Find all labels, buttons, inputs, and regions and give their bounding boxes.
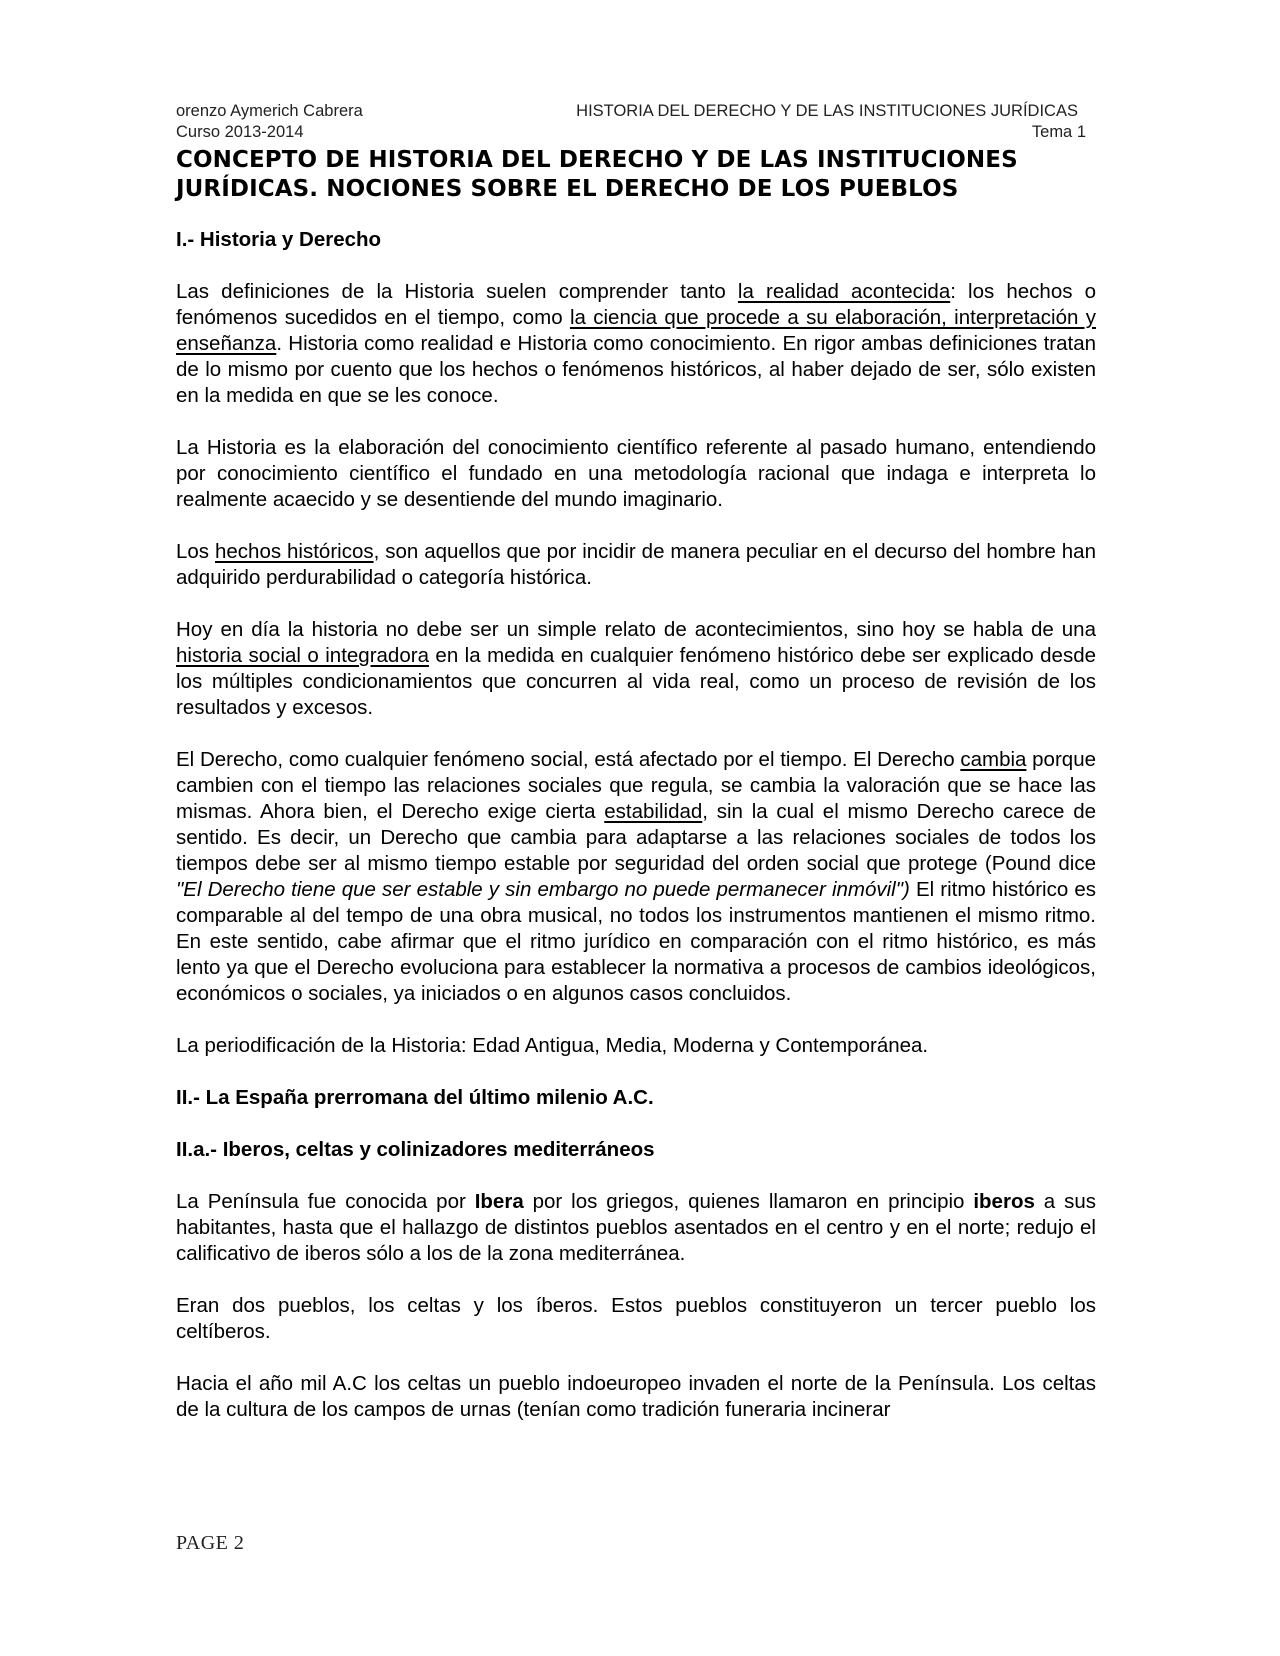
paragraph-hechos-historicos: [176, 539, 1096, 591]
section-heading-historia-derecho: I.- Historia y Derecho: [176, 228, 382, 251]
header-author: orenzo Aymerich Cabrera: [176, 102, 363, 120]
page-header: [176, 101, 1086, 143]
document-title: [176, 146, 1096, 204]
title-line-2: JURÍDICAS. NOCIONES SOBRE EL DERECHO DE LOS PUEBLOS: [176, 176, 959, 202]
text-span: a sus habitantes, hasta que el hallazgo de distintos pueblos asentados en el centro y en el norte; redujo el calificativo de iberos sólo a los de la zona mediterránea.: [176, 1190, 1096, 1265]
underlined-text: la realidad acontecida: [737, 280, 951, 303]
header-year: Curso 2013-2014: [176, 123, 304, 141]
bold-text: Ibera: [474, 1190, 524, 1213]
paragraph-periodificacion: La periodificación de la Historia: Edad Antigua, Media, Moderna y Contemporánea.: [176, 1034, 929, 1057]
page-number-footer: PAGE 2: [176, 1532, 245, 1554]
header-topic: Tema 1: [1031, 123, 1086, 141]
text-span: en la medida en cualquier fenómeno histórico debe ser explicado desde los múltiples condicionamientos que concurren al vida real, como un proceso de revisión de los resultados y excesos.: [176, 644, 1096, 719]
text-span: Hoy en día la historia no debe ser un simple relato de acontecimientos, sino hoy se habla de una: [176, 618, 1096, 641]
paragraph-historia-social: [176, 617, 1096, 721]
document-body: [176, 146, 1096, 1423]
underlined-text: la ciencia que procede a su elaboración, interpretación y enseñanza: [176, 306, 1096, 355]
text-span: : los hechos o fenómenos sucedidos en el tiempo, como: [176, 280, 1096, 329]
header-row-1: [176, 101, 1086, 122]
paragraph-historia-elaboracion: La Historia es la elaboración del conocimiento científico referente al pasado humano, entendiendo por conocimiento científico el fundado en una metodología racional que indaga e interpreta lo realmente acaecido y se desentiende del mundo imaginario.: [176, 436, 1096, 511]
paragraph-peninsula-ibera: [176, 1189, 1096, 1267]
pound-quote: "El Derecho tiene que ser estable y sin embargo no puede permanecer inmóvil"): [176, 878, 910, 901]
text-span: , son aquellos que por incidir de manera peculiar en el decurso del hombre han adquirido perdurabilidad o categoría histórica.: [176, 540, 1096, 589]
underlined-text: estabilidad: [604, 800, 703, 823]
text-span: La Península fue conocida por: [176, 1190, 475, 1213]
text-span: . Historia como realidad e Historia como conocimiento. En rigor ambas definiciones tratan de lo mismo por cuento que los hechos o fenómenos históricos, al haber dejado de ser, sólo existen en la medida en que se les conoce.: [176, 332, 1096, 407]
paragraph-celtas-invasion: Hacia el año mil A.C los celtas un pueblo indoeuropeo invaden el norte de la Península. Los celtas de la cultura de los campos de urnas (tenían como tradición funeraria incinerar: [176, 1372, 1096, 1421]
section-heading-iberos-celtas: II.a.- Iberos, celtas y colinizadores mediterráneos: [176, 1138, 655, 1161]
paragraph-definiciones: [176, 279, 1096, 409]
underlined-text: hechos históricos: [214, 540, 374, 563]
text-span: El ritmo histórico es comparable al del tempo de una obra musical, no todos los instrumentos mantienen el mismo ritmo. En este sentido, cabe afirmar que el ritmo jurídico en comparación con el ritmo histórico, es más lento ya que el Derecho evoluciona para establecer la normativa a procesos de cambios ideológicos, económicos o sociales, ya iniciados o en algunos casos concluidos.: [176, 878, 1096, 1005]
paragraph-dos-pueblos: Eran dos pueblos, los celtas y los íberos. Estos pueblos constituyeron un tercer pueblo los celtíberos.: [176, 1294, 1096, 1343]
section-heading-espana-prerromana: II.- La España prerromana del último milenio A.C.: [176, 1086, 654, 1109]
underlined-text: historia social o integradora: [176, 644, 429, 667]
header-row-2: [176, 122, 1086, 143]
bold-text: iberos: [973, 1190, 1035, 1213]
underlined-text: cambia: [960, 748, 1027, 771]
text-span: por los griegos, quienes llamaron en principio: [523, 1190, 974, 1213]
title-line-1: CONCEPTO DE HISTORIA DEL DERECHO Y DE LAS INSTITUCIONES: [176, 147, 1018, 173]
header-course-title: HISTORIA DEL DERECHO Y DE LAS INSTITUCIONES JURÍDICAS: [576, 102, 1078, 120]
text-span: , sin la cual el mismo Derecho carece de sentido. Es decir, un Derecho que cambia para adaptarse a las relaciones sociales de todos los tiempos debe ser al mismo tiempo estable por seguridad del orden social que protege (Pound dice: [176, 800, 1096, 875]
text-span: Los: [176, 540, 215, 563]
text-span: Las definiciones de la Historia suelen comprender tanto: [176, 280, 738, 303]
text-span: porque cambien con el tiempo las relaciones sociales que regula, se cambia la valoración que se hace las mismas. Ahora bien, el Derecho exige cierta: [176, 748, 1096, 823]
paragraph-derecho-tiempo: [176, 747, 1096, 1007]
text-span: El Derecho, como cualquier fenómeno social, está afectado por el tiempo. El Derecho: [176, 748, 961, 771]
